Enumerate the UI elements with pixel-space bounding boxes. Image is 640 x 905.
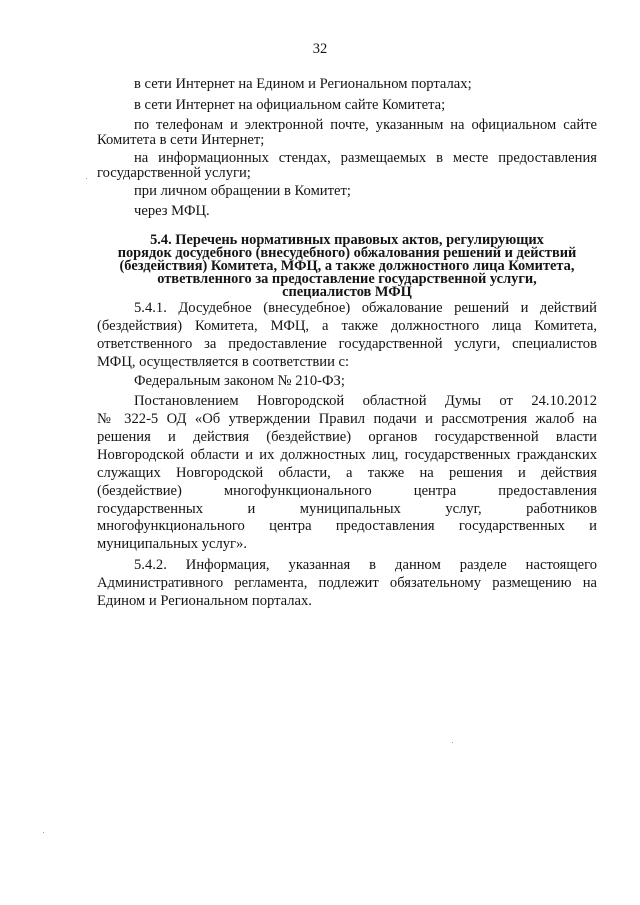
paragraph-line: Постановлением Новгородской областной Думы от 24.10.2012	[134, 393, 597, 409]
section-title-line: (бездействия) Комитета, МФЦ, а также должностного лица Комитета,	[119, 258, 575, 274]
paragraph-line: служащих Новгородской области, а также на решения и действия	[97, 465, 597, 481]
list-line: при личном обращении в Комитет;	[134, 183, 351, 199]
paragraph-line: ответственного за предоставление государственной услуги, специалистов	[97, 336, 597, 352]
scan-speck	[86, 178, 87, 179]
paragraph-line: Едином и Региональном порталах.	[97, 593, 312, 609]
paragraph-line: 5.4.1. Досудебное (внесудебное) обжалование решений и действий	[134, 300, 597, 316]
section-title-line: специалистов МФЦ	[282, 284, 412, 300]
section-title-line: ответвленного за предоставление государственной услуги,	[157, 271, 537, 287]
list-line: по телефонам и электронной почте, указанным на официальном сайте	[134, 117, 597, 133]
paragraph-line: Новгородской области и их должностных лиц, государственных гражданских	[97, 447, 597, 463]
paragraph-line: государственных и муниципальных услуг, работников	[97, 501, 597, 517]
list-line: через МФЦ.	[134, 203, 210, 219]
paragraph-line: (бездействия) Комитета, МФЦ, а также должностного лица Комитета,	[97, 318, 597, 334]
list-line: Комитета в сети Интернет;	[97, 132, 265, 148]
paragraph-line: (бездействие) многофункционального центра предоставления	[97, 483, 597, 499]
list-line: государственной услуги;	[97, 165, 251, 181]
paragraph-line: муниципальных услуг».	[97, 536, 247, 552]
paragraph-line: многофункционального центра предоставления государственных и	[97, 518, 597, 534]
paragraph-line: Административного регламента, подлежит обязательному размещению на	[97, 575, 597, 591]
law-reference: Федеральным законом № 210-ФЗ;	[134, 373, 345, 389]
paragraph-line: МФЦ, осуществляется в соответствии с:	[97, 354, 350, 370]
list-line: на информационных стендах, размещаемых в месте предоставления	[134, 150, 597, 166]
page-number: 32	[312, 41, 328, 57]
list-line: в сети Интернет на Едином и Региональном порталах;	[134, 76, 472, 92]
section-title-line: 5.4. Перечень нормативных правовых актов, регулирующих	[150, 232, 544, 248]
paragraph-line: решения и действия (бездействие) органов государственной власти	[97, 429, 597, 445]
scan-speck	[452, 742, 453, 743]
list-line: в сети Интернет на официальном сайте Комитета;	[134, 97, 446, 113]
paragraph-line: 5.4.2. Информация, указанная в данном разделе настоящего	[134, 557, 597, 573]
paragraph-line: № 322-5 ОД «Об утверждении Правил подачи и рассмотрения жалоб на	[97, 411, 597, 427]
scan-speck	[43, 832, 44, 833]
section-title-line: порядок досудебного (внесудебного) обжалования решений и действий	[117, 245, 577, 261]
